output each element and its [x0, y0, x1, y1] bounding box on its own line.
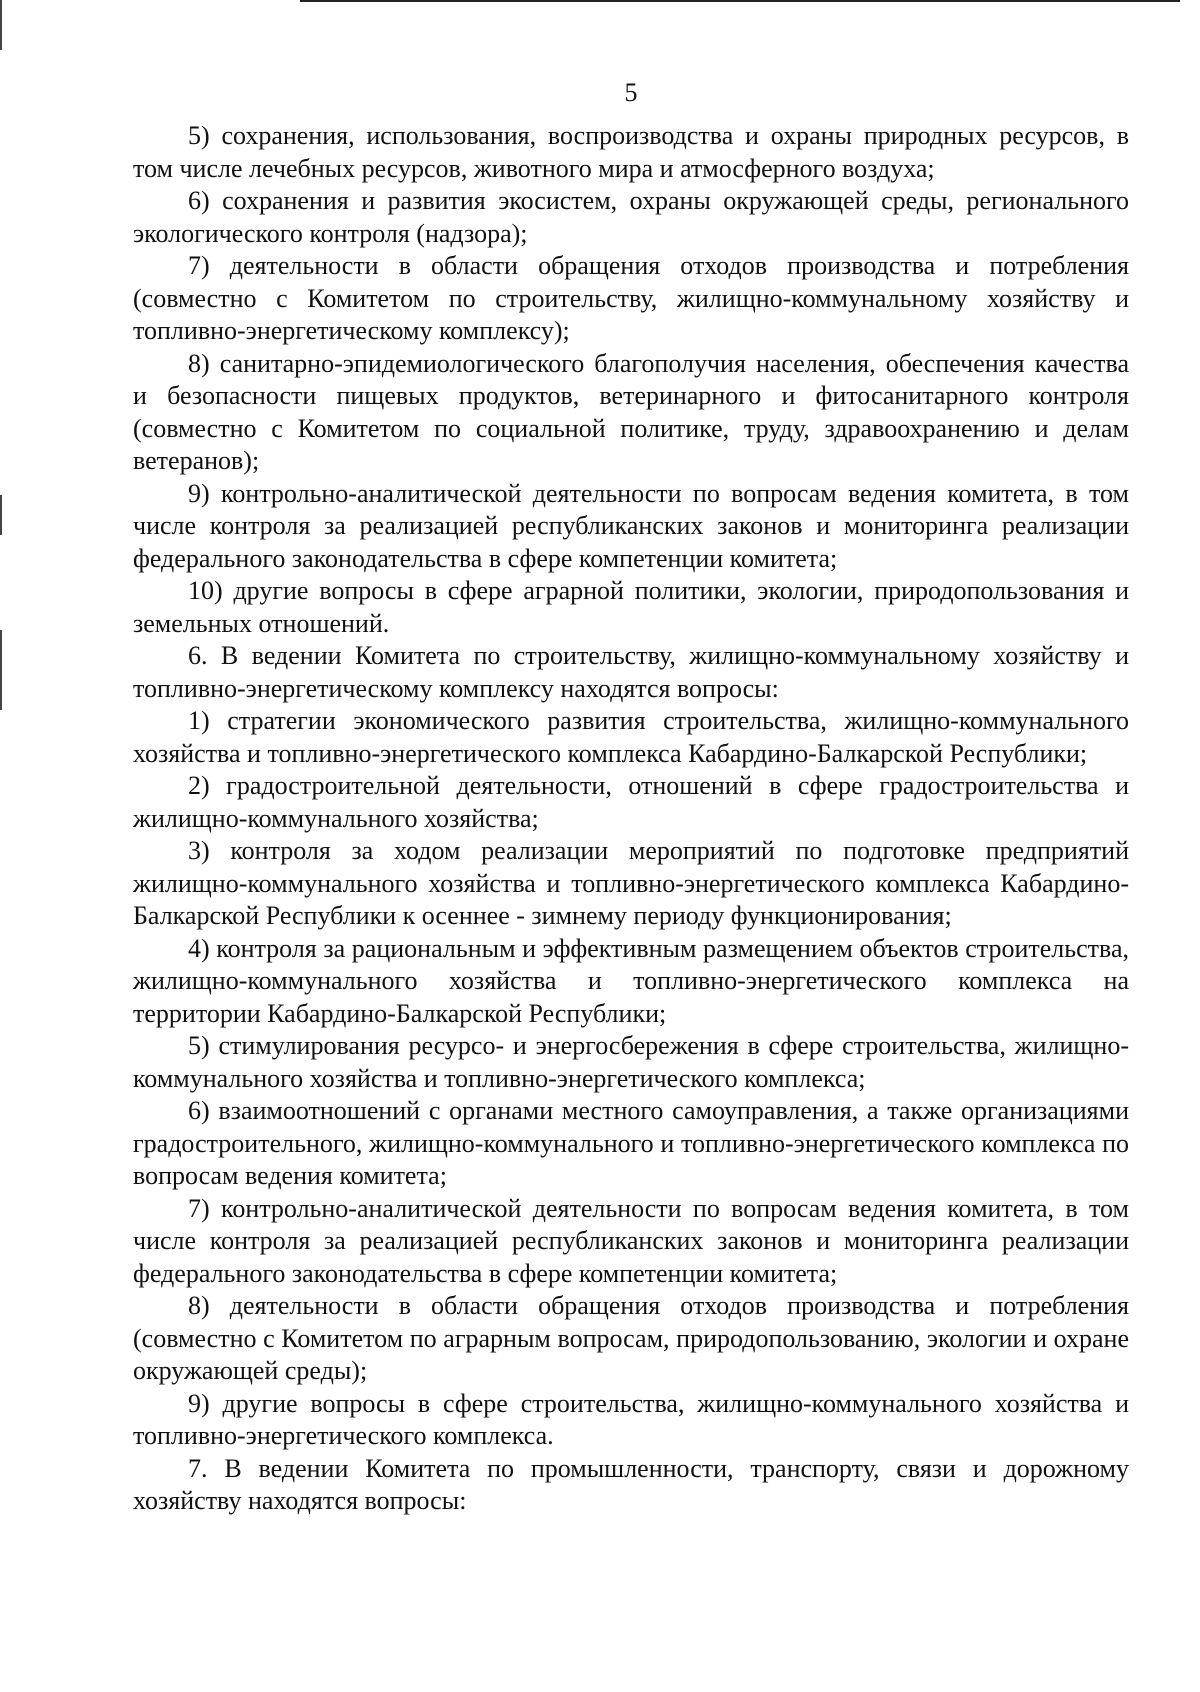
paragraph: 1) стратегии экономического развития строительства, жилищно-коммунального хозяйства и топливно-энергетического комплекса Кабардино-Балкарской Республики; [133, 706, 1129, 768]
paragraph: 7. В ведении Комитета по промышленности, транспорту, связи и дорожному хозяйству находятся вопросы: [133, 1453, 1129, 1515]
scan-edge-left [0, 0, 2, 50]
document-body [133, 120, 1129, 1518]
paragraph: 8) деятельности в области обращения отходов производства и потребления (совместно с Комитетом по аграрным вопросам, природопользованию, экологии и охране окружающей среды); [133, 1291, 1129, 1385]
paragraph: 3) контроля за ходом реализации мероприятий по подготовке предприятий жилищно-коммунального хозяйства и топливно-энергетического комплекса Кабардино-Балкарской Республики к осеннее - зимнему периоду функционирования; [133, 836, 1129, 930]
paragraph: 5) сохранения, использования, воспроизводства и охраны природных ресурсов, в том числе лечебных ресурсов, животного мира и атмосферного воздуха; [133, 121, 1129, 183]
paragraph: 2) градостроительной деятельности, отношений в сфере градостроительства и жилищно-коммунального хозяйства; [133, 771, 1129, 833]
document-page [133, 78, 1129, 1518]
scan-edge-top [300, 0, 1180, 2]
paragraph: 8) санитарно-эпидемиологического благополучия населения, обеспечения качества и безопасности пищевых продуктов, ветеринарного и фитосанитарного контроля (совместно с Комитетом по социальной политике, труду, здравоохранению и делам ветеранов); [133, 348, 1129, 475]
page-number: 5 [624, 78, 638, 107]
paragraph: 9) контрольно-аналитической деятельности по вопросам ведения комитета, в том числе контроля за реализацией республиканских законов и мониторинга реализации федерального законодательства в сфере компетенции комитета; [133, 478, 1129, 573]
paragraph: 7) деятельности в области обращения отходов производства и потребления (совместно с Комитетом по строительству, жилищно-коммунальному хозяйству и топливно-энергетическому комплексу); [133, 251, 1129, 345]
scan-edge-left [0, 495, 2, 535]
paragraph: 6. В ведении Комитета по строительству, жилищно-коммунальному хозяйству и топливно-энергетическому комплексу находятся вопросы: [133, 641, 1129, 703]
paragraph: 10) другие вопросы в сфере аграрной политики, экологии, природопользования и земельных отношений. [133, 576, 1129, 638]
scan-edge-left [0, 630, 2, 710]
paragraph: 6) сохранения и развития экосистем, охраны окружающей среды, регионального экологического контроля (надзора); [133, 186, 1129, 248]
paragraph: 9) другие вопросы в сфере строительства, жилищно-коммунального хозяйства и топливно-энергетического комплекса. [133, 1388, 1129, 1450]
paragraph: 6) взаимоотношений с органами местного самоуправления, а также организациями градостроительного, жилищно-коммунального и топливно-энергетического комплекса по вопросам ведения комитета; [133, 1096, 1129, 1190]
paragraph: 5) стимулирования ресурсо- и энергосбережения в сфере строительства, жилищно-коммунального хозяйства и топливно-энергетического комплекса; [133, 1031, 1129, 1093]
paragraph: 7) контрольно-аналитической деятельности по вопросам ведения комитета, в том числе контроля за реализацией республиканских законов и мониторинга реализации федерального законодательства в сфере компетенции комитета; [133, 1193, 1129, 1288]
paragraph: 4) контроля за рациональным и эффективным размещением объектов строительства, жилищно-коммунального хозяйства и топливно-энергетического комплекса на территории Кабардино-Балкарской Республики; [133, 933, 1129, 1028]
